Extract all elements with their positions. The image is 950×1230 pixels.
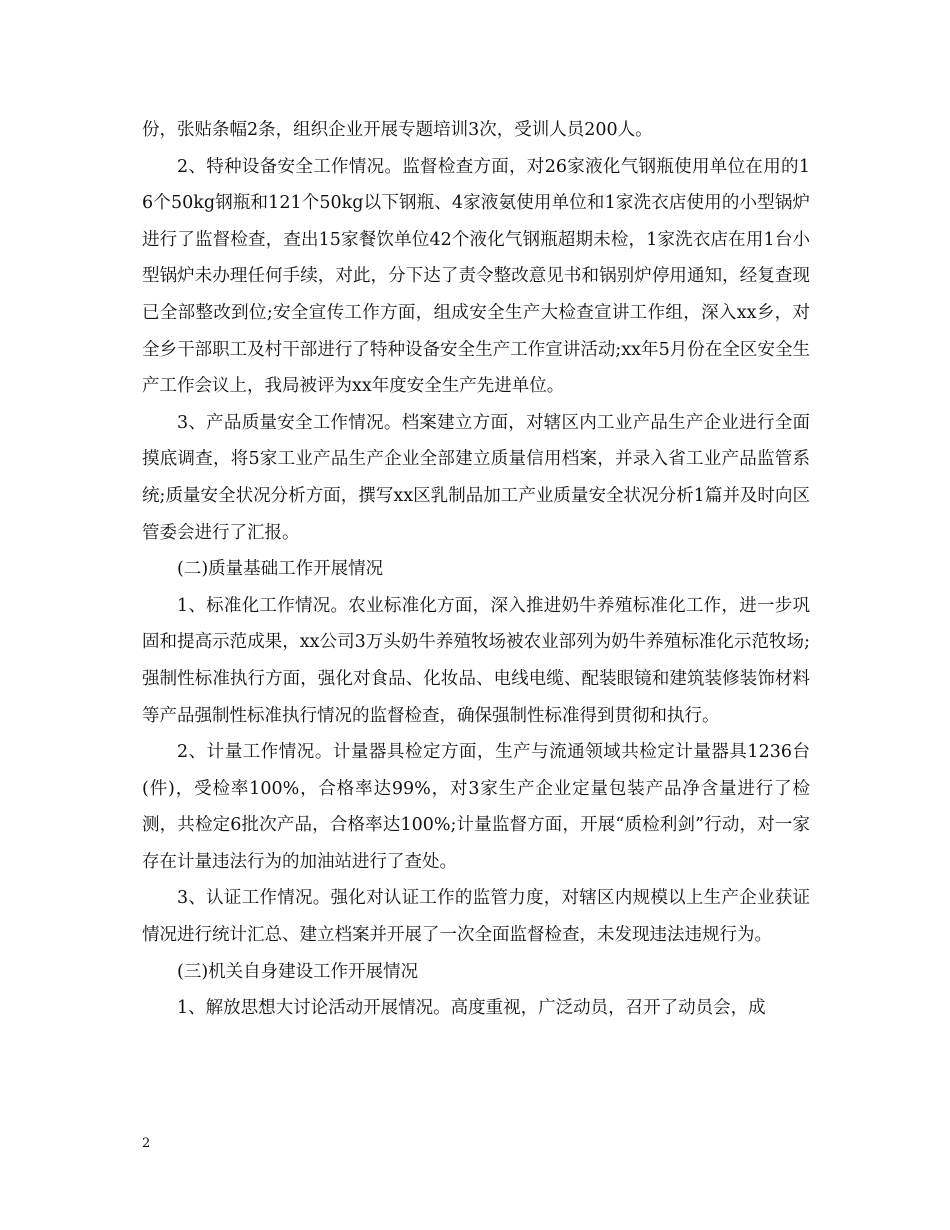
page-number: 2 <box>142 1136 151 1151</box>
section-heading-3: (三)机关自身建设工作开展情况 <box>177 961 419 982</box>
paragraph-2: 2、特种设备安全工作情况。监督检查方面，对26家液化气钢瓶使用单位在用的16个50kg钢瓶和121个50kg以下钢瓶、4家液氨使用单位和1家洗衣店使用的小型锅炉进行了监督检查，查出15家餐饮单位42个液化气钢瓶超期未检，1家洗衣店在用1台小型锅炉未办理任何手续，对此，分下达了责令整改意见书和锅别炉停用通知，经复查现已全部整改到位;安全宣传工作方面，组成安全生产大检查宣讲工作组，深入xx乡，对全乡干部职工及村干部进行了特种设备安全生产工作宣讲活动;xx年5月份在全区安全生产工作会议上，我局被评为xx年度安全生产先进单位。 <box>142 156 810 397</box>
paragraph-1: 份，张贴条幅2条，组织企业开展专题培训3次，受训人员200人。 <box>142 120 653 140</box>
paragraph-5: 2、计量工作情况。计量器具检定方面，生产与流通领域共检定计量器具1236台(件)，受检率100%，合格率达99%，对3家生产企业定量包装产品净含量进行了检测，共检定6批次产品，合格率达100%;计量监督方面，开展“质检利剑”行动，对一家存在计量违法行为的加油站进行了查处。 <box>142 742 810 872</box>
section-heading-2: (二)质量基础工作开展情况 <box>177 559 384 580</box>
paragraph-6: 3、认证工作情况。强化对认证工作的监管力度，对辖区内规模以上生产企业获证情况进行统计汇总、建立档案并开展了一次全面监督检查，未发现违法违规行为。 <box>142 888 810 946</box>
document-body <box>142 112 810 1027</box>
paragraph-4: 1、标准化工作情况。农业标准化方面，深入推进奶牛养殖标准化工作，进一步巩固和提高示范成果，xx公司3万头奶牛养殖牧场被农业部列为奶牛养殖标准化示范牧场;强制性标准执行方面，强化对食品、化妆品、电线电缆、配装眼镜和建筑装修装饰材料等产品强制性标准执行情况的监督检查，确保强制性标准得到贯彻和执行。 <box>142 595 810 726</box>
paragraph-3: 3、产品质量安全工作情况。档案建立方面，对辖区内工业产品生产企业进行全面摸底调查，将5家工业产品生产企业全部建立质量信用档案，并录入省工业产品监管系统;质量安全状况分析方面，撰写xx区乳制品加工产业质量安全状况分析1篇并及时向区管委会进行了汇报。 <box>142 412 810 543</box>
paragraph-7: 1、解放思想大讨论活动开展情况。高度重视，广泛动员，召开了动员会，成 <box>177 998 766 1019</box>
